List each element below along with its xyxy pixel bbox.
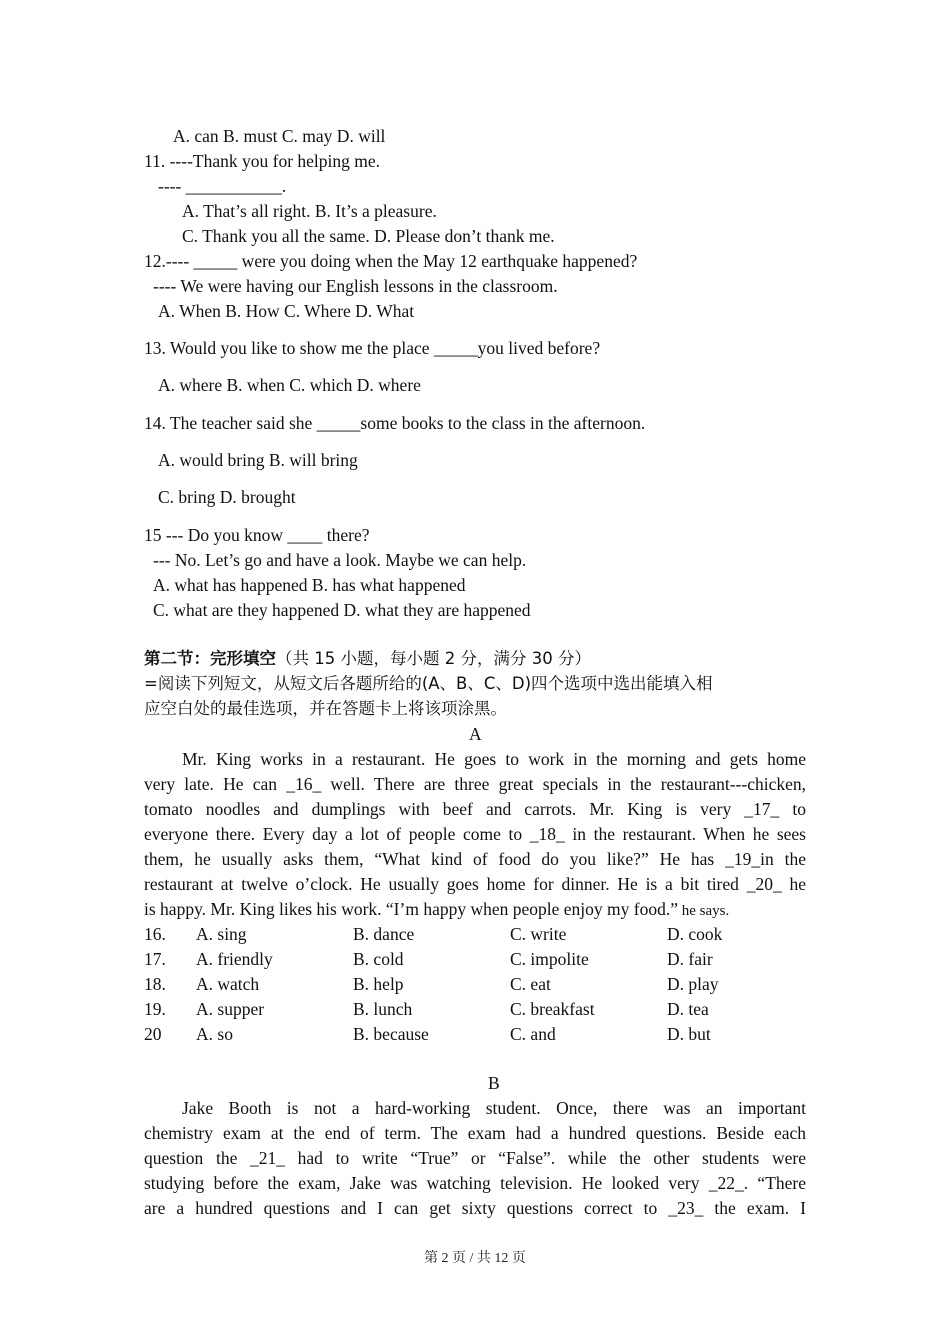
passage-a-line: everyone there. Every day a lot of people come to _18_ in the restaurant. When he sees: [144, 824, 806, 844]
q11-stem: 11. ----Thank you for helping me.: [144, 151, 381, 171]
q15-options-line2: C. what are they happened D. what they are happened: [153, 600, 531, 620]
option-d: D. cook: [667, 924, 723, 944]
q11-options-line2: C. Thank you all the same. D. Please don’t thank me.: [182, 226, 555, 246]
section2-heading-line: [144, 647, 591, 671]
option-d: D. tea: [667, 999, 709, 1019]
option-d: D. fair: [667, 949, 713, 969]
passage-b-line: studying before the exam, Jake was watching television. He looked very _22_. “There: [144, 1173, 806, 1193]
passage-b-label: B: [488, 1073, 500, 1093]
passage-a-last-line: [144, 897, 729, 923]
passage-b-line: chemistry exam at the end of term. The exam had a hundred questions. Beside each: [144, 1123, 806, 1143]
q15-options-line1: A. what has happened B. has what happened: [153, 575, 466, 595]
option-a: A. friendly: [196, 949, 273, 969]
option-number: 18.: [144, 974, 166, 994]
option-b: B. lunch: [353, 999, 413, 1019]
q12-stem: 12.---- _____ were you doing when the May 12 earthquake happened?: [144, 251, 638, 271]
q12-options: A. When B. How C. Where D. What: [158, 301, 415, 321]
option-number: 20: [144, 1024, 162, 1044]
q14-stem: 14. The teacher said she _____some books to the class in the afternoon.: [144, 413, 646, 433]
section2-heading: 第二节：完形填空: [144, 649, 276, 668]
passage-a-line: tomato noodles and dumplings with beef and carrots. Mr. King is very _17_ to: [144, 799, 806, 819]
q10-options: A. can B. must C. may D. will: [173, 126, 386, 146]
passage-b-line: question the _21_ had to write “True” or “False”. while the other students were: [144, 1148, 806, 1168]
section2-instruction-line1: =阅读下列短文，从短文后各题所给的(A、B、C、D)四个选项中选出能填入相: [144, 674, 713, 693]
q14-options-line2: C. bring D. brought: [158, 487, 296, 507]
q15-reply: --- No. Let’s go and have a look. Maybe we can help.: [153, 550, 527, 570]
q13-stem: 13. Would you like to show me the place _____you lived before?: [144, 338, 601, 358]
q12-reply: ---- We were having our English lessons in the classroom.: [153, 276, 558, 296]
q14-options-line1: A. would bring B. will bring: [158, 450, 358, 470]
passage-a-label: A: [469, 724, 482, 744]
option-d: D. play: [667, 974, 719, 994]
passage-a-line: very late. He can _16_ well. There are three great specials in the restaurant---chicken,: [144, 774, 806, 794]
passage-a-line: them, he usually asks them, “What kind of food do you like?” He has _19_in the: [144, 849, 806, 869]
passage-b-line: are a hundred questions and I can get sixty questions correct to _23_ the exam. I: [144, 1198, 806, 1218]
option-number: 16.: [144, 924, 166, 944]
passage-a-last-small: he says.: [677, 903, 730, 919]
option-c: C. and: [510, 1024, 556, 1044]
option-number: 17.: [144, 949, 166, 969]
option-d: D. but: [667, 1024, 711, 1044]
q11-options-line1: A. That’s all right. B. It’s a pleasure.: [182, 201, 437, 221]
option-a: A. watch: [196, 974, 260, 994]
option-b: B. dance: [353, 924, 415, 944]
option-c: C. breakfast: [510, 999, 595, 1019]
option-a: A. sing: [196, 924, 247, 944]
option-b: B. because: [353, 1024, 429, 1044]
option-b: B. help: [353, 974, 404, 994]
option-number: 19.: [144, 999, 166, 1019]
option-c: C. eat: [510, 974, 551, 994]
option-c: C. write: [510, 924, 567, 944]
option-a: A. so: [196, 1024, 233, 1044]
passage-a-line: Mr. King works in a restaurant. He goes to work in the morning and gets home: [182, 749, 806, 769]
option-a: A. supper: [196, 999, 265, 1019]
passage-a-last-text: is happy. Mr. King likes his work. “I’m happy when people enjoy my food.”: [144, 899, 678, 919]
option-b: B. cold: [353, 949, 404, 969]
q15-stem: 15 --- Do you know ____ there?: [144, 525, 370, 545]
passage-a-line: restaurant at twelve o’clock. He usually goes home for dinner. He is a bit tired _20_ he: [144, 874, 806, 894]
passage-b-line: Jake Booth is not a hard-working student. Once, there was an important: [182, 1098, 806, 1118]
q11-reply: ---- ___________.: [158, 176, 287, 196]
q13-options: A. where B. when C. which D. where: [158, 375, 421, 395]
section2-instruction-line2: 应空白处的最佳选项，并在答题卡上将该项涂黑。: [144, 699, 507, 718]
option-c: C. impolite: [510, 949, 589, 969]
section2-heading-note: （共 15 小题，每小题 2 分，满分 30 分）: [276, 649, 591, 668]
page-footer: 第 2 页 / 共 12 页: [424, 1251, 526, 1266]
